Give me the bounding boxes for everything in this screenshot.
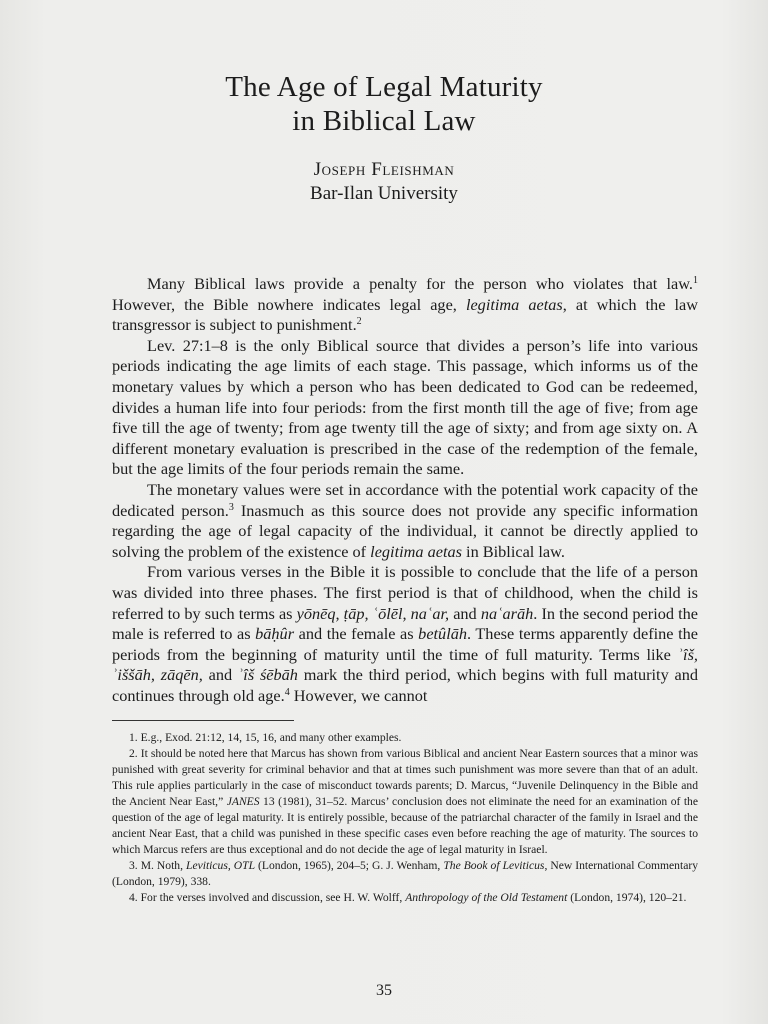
text-run: . In the second period the male is referred to as [112, 603, 698, 644]
text-run: 13 (1981), 31–52. Marcus’ conclusion does not eliminate the need for an examination of the question of the age of legal maturity. It is entirely possible, because of the patriarchal character of the family in Israel and the ancient Near East, that a child was punished in these specific cases even before reaching the age of maturity. The sources to which Marcus refers are thus exceptional and do not decide the age of legal maturity in Israel. [112, 795, 698, 856]
book-title: Leviticus, OTL [186, 859, 256, 872]
footnote-ref-4[interactable]: 4 [284, 686, 290, 698]
italic-term: legitima aetas [370, 541, 462, 561]
text-run: and the female as [294, 624, 419, 644]
paragraph-1 [112, 274, 698, 336]
italic-term: yōnēq, ṭāp, ʿōlēl, naʿar, [296, 603, 450, 623]
text-run: However, we cannot [289, 685, 428, 705]
book-title: The Book of Leviticus [443, 859, 545, 872]
text-run: mark the third period, which begins with full maturity and continues through old age. [112, 665, 699, 705]
text-run: and [449, 603, 481, 623]
italic-term: ʾîš śēbāh [237, 665, 298, 685]
text-run: Many Biblical laws provide a penalty for the person who violates that law. [147, 274, 693, 293]
text-run: , New International Commentary (London, 1979), 338. [112, 859, 698, 888]
paragraph-3 [112, 480, 698, 562]
text-run: Inasmuch as this source does not provide any specific information regarding the age of legal capacity of the individual, it cannot be directly applied to solving the problem of the existence of [112, 500, 698, 561]
footnote-1: 1. E.g., Exod. 21:12, 14, 15, 16, and many other examples. [129, 731, 402, 744]
text-run: (London, 1965), 204–5; G. J. Wenham, [255, 859, 444, 872]
article-title-line-2: in Biblical Law [292, 105, 476, 137]
text-run: 4. For the verses involved and discussion, see H. W. Wolff, [129, 891, 406, 904]
text-run: However, the Bible nowhere indicates legal age, [112, 294, 466, 314]
body-text [112, 274, 698, 706]
text-run: in Biblical law. [461, 541, 565, 561]
text-run: From various verses in the Bible it is possible to conclude that the life of a person was divided into three phases. The first period is that of childhood, when the child is referred to by such terms as [112, 562, 698, 623]
footnote-ref-2[interactable]: 2 [356, 316, 362, 328]
footnotes [112, 730, 698, 906]
text-run: The monetary values were set in accordance with the potential work capacity of the dedicated person. [112, 479, 698, 520]
italic-term: legitima aetas [465, 294, 563, 314]
footnote-4 [112, 890, 698, 906]
italic-term: bāḥûr [255, 624, 295, 644]
footnote-ref-1[interactable]: 1 [693, 275, 698, 286]
author-affiliation: Bar-Ilan University [310, 183, 458, 204]
italic-term: naʿarāh [480, 603, 534, 623]
text-run: 3. M. Noth, [129, 859, 186, 872]
article-title-line-1: The Age of Legal Maturity [225, 71, 543, 103]
title-block [0, 70, 768, 206]
text-run: and [202, 665, 238, 685]
page-number: 35 [376, 982, 392, 999]
footnote-ref-3[interactable]: 3 [228, 501, 234, 513]
italic-term: ʾîš, ʾiššāh, zāqēn, [112, 644, 698, 685]
text-run: . These terms apparently define the periods from the beginning of maturity until the time of full maturity. Terms like [112, 624, 698, 664]
journal-title: JANES [226, 795, 260, 808]
author-name: Joseph Fleishman [313, 159, 455, 180]
footnote-2 [112, 746, 698, 858]
italic-term: betûlāh [418, 624, 468, 644]
text-run: , at which the law transgressor is subject to punishment. [112, 294, 698, 335]
text-run: (London, 1974), 120–21. [567, 891, 687, 904]
footnote-separator [112, 720, 294, 721]
book-title: Anthropology of the Old Testament [405, 891, 568, 904]
footnote-3 [112, 858, 698, 890]
paragraph-4 [112, 562, 698, 706]
text-run: 2. It should be noted here that Marcus has shown from various Biblical and ancient Near Eastern sources that a minor was punished with great severity for criminal behavior and that at times such punishment was more severe than that of an adult. This rule applies particularly in the case of misconduct towards parents; D. Marcus, “Juvenile Delinquency in the Bible and the Ancient Near East,” [112, 747, 698, 808]
paragraph-2: Lev. 27:1–8 is the only Biblical source that divides a person’s life into various periods indicating the age limits of each stage. This passage, which informs us of the monetary values by which a person who has been dedicated to God can be redeemed, divides a human life into four periods: from the first month till the age of five; from age five till the age of twenty; from age twenty till the age of sixty; and from age sixty on. A different monetary evaluation is prescribed in the case of the redemption of the female, but the age limits of the four periods remain the same. [112, 335, 698, 479]
